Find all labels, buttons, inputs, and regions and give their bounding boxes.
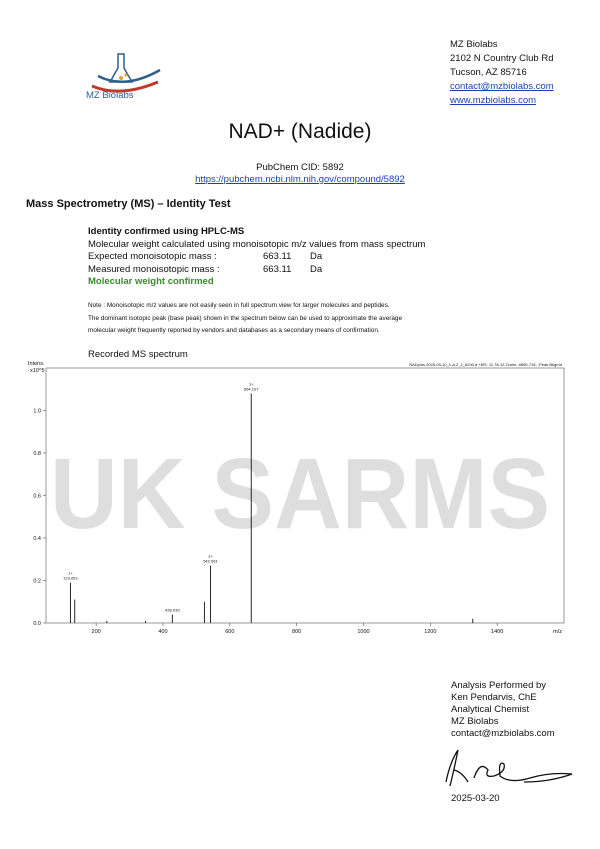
x-tick-label: 600: [225, 629, 235, 635]
y-scale-label: x10^5: [30, 368, 45, 374]
analyst-line: contact@mzbiolabs.com: [451, 728, 555, 739]
note-line: molecular weight frequently reported by vendors and databases as a secondary means of confirmation.: [88, 327, 380, 334]
expected-unit: Da: [310, 251, 323, 262]
plot-frame: [46, 368, 564, 623]
y-tick-label: 0.0: [33, 621, 41, 627]
company-address: [450, 38, 554, 108]
note-line: Note : Monoisotopic m/z values are not easily seen in full spectrum view for larger molecules and peptides.: [88, 302, 390, 309]
analyst-line: MZ Biolabs: [451, 716, 499, 727]
peak-mz-label: 428.039: [165, 607, 180, 613]
peak-mz-label: 664.107: [243, 386, 259, 392]
analyst-line: Ken Pendarvis, ChE: [451, 692, 537, 703]
x-tick-label: 800: [292, 629, 302, 635]
pubchem-cid: PubChem CID: 5892: [256, 162, 344, 173]
analyst-block: [451, 680, 555, 740]
measured-label: Measured monoisotopic mass :: [88, 263, 220, 275]
peak-charge-label: 1+: [68, 570, 73, 576]
email-link[interactable]: contact@mzbiolabs.com: [450, 81, 554, 92]
peak-mz-label: 123.053: [63, 575, 78, 581]
x-tick-label: 400: [158, 629, 168, 635]
confirmation-status: Molecular weight confirmed: [88, 276, 214, 287]
measured-mass-row: [88, 264, 425, 277]
y-tick-label: 1.0: [33, 408, 41, 415]
y-tick-label: 0.2: [33, 578, 41, 585]
analyst-line: Analytical Chemist: [451, 704, 530, 715]
y-tick-label: 0.4: [33, 536, 41, 542]
analyst-line: Analysis Performed by: [451, 680, 547, 691]
signature-icon: [440, 742, 580, 792]
x-axis-label: m/z: [553, 629, 562, 635]
watermark-text: UK SARMS: [50, 438, 550, 550]
website-link[interactable]: www.mzbiolabs.com: [450, 95, 537, 106]
section-title: Mass Spectrometry (MS) – Identity Test: [26, 198, 231, 210]
measured-value: 663.11: [263, 263, 292, 275]
x-tick-label: 1200: [424, 629, 437, 635]
page-title: NAD+ (Nadide): [228, 120, 372, 143]
identity-block: [88, 226, 425, 289]
identity-heading: Identity confirmed using HPLC-MS: [88, 226, 245, 237]
logo-text: MZ Biolabs: [86, 90, 134, 101]
peak-charge-label: 1+: [208, 553, 213, 559]
x-tick-label: 1000: [357, 629, 370, 635]
pubchem-info: [0, 162, 600, 186]
peak-mz-label: 542.061: [203, 558, 218, 564]
y-tick-label: 0.6: [33, 493, 41, 500]
address-line: 2102 N Country Club Rd: [450, 53, 554, 64]
measured-unit: Da: [310, 263, 323, 275]
expected-mass-row: [88, 251, 425, 264]
pubchem-link[interactable]: https://pubchem.ncbi.nlm.nih.gov/compound/5892: [195, 174, 405, 185]
x-tick-label: 200: [91, 629, 101, 635]
x-tick-label: 1400: [491, 629, 504, 635]
signature-date: 2025-03-20: [451, 793, 500, 804]
note-line: The dominant isotopic peak (base peak) shown in the spectrum below can be used to approximate the average: [88, 314, 403, 322]
ms-spectrum-chart: [26, 360, 574, 635]
spectrum-header: NADplus 2025-03-10_1-A,2_1_6240.d +MS, 11.78-12.21min, #690-715, -Peak Bkgrnd: [409, 362, 562, 367]
peak-charge-label: 1+: [248, 381, 254, 387]
identity-description: Molecular weight calculated using monoisotopic m/z values from mass spectrum: [88, 238, 426, 250]
expected-label: Expected monoisotopic mass :: [88, 251, 217, 262]
address-line: MZ Biolabs: [450, 39, 498, 50]
note-block: [88, 300, 488, 338]
y-axis-label: Intens.: [28, 361, 45, 367]
expected-value: 663.11: [263, 251, 292, 262]
spectrum-title: Recorded MS spectrum: [88, 349, 188, 360]
y-tick-label: 0.8: [33, 451, 41, 457]
address-line: Tucson, AZ 85716: [450, 67, 527, 78]
